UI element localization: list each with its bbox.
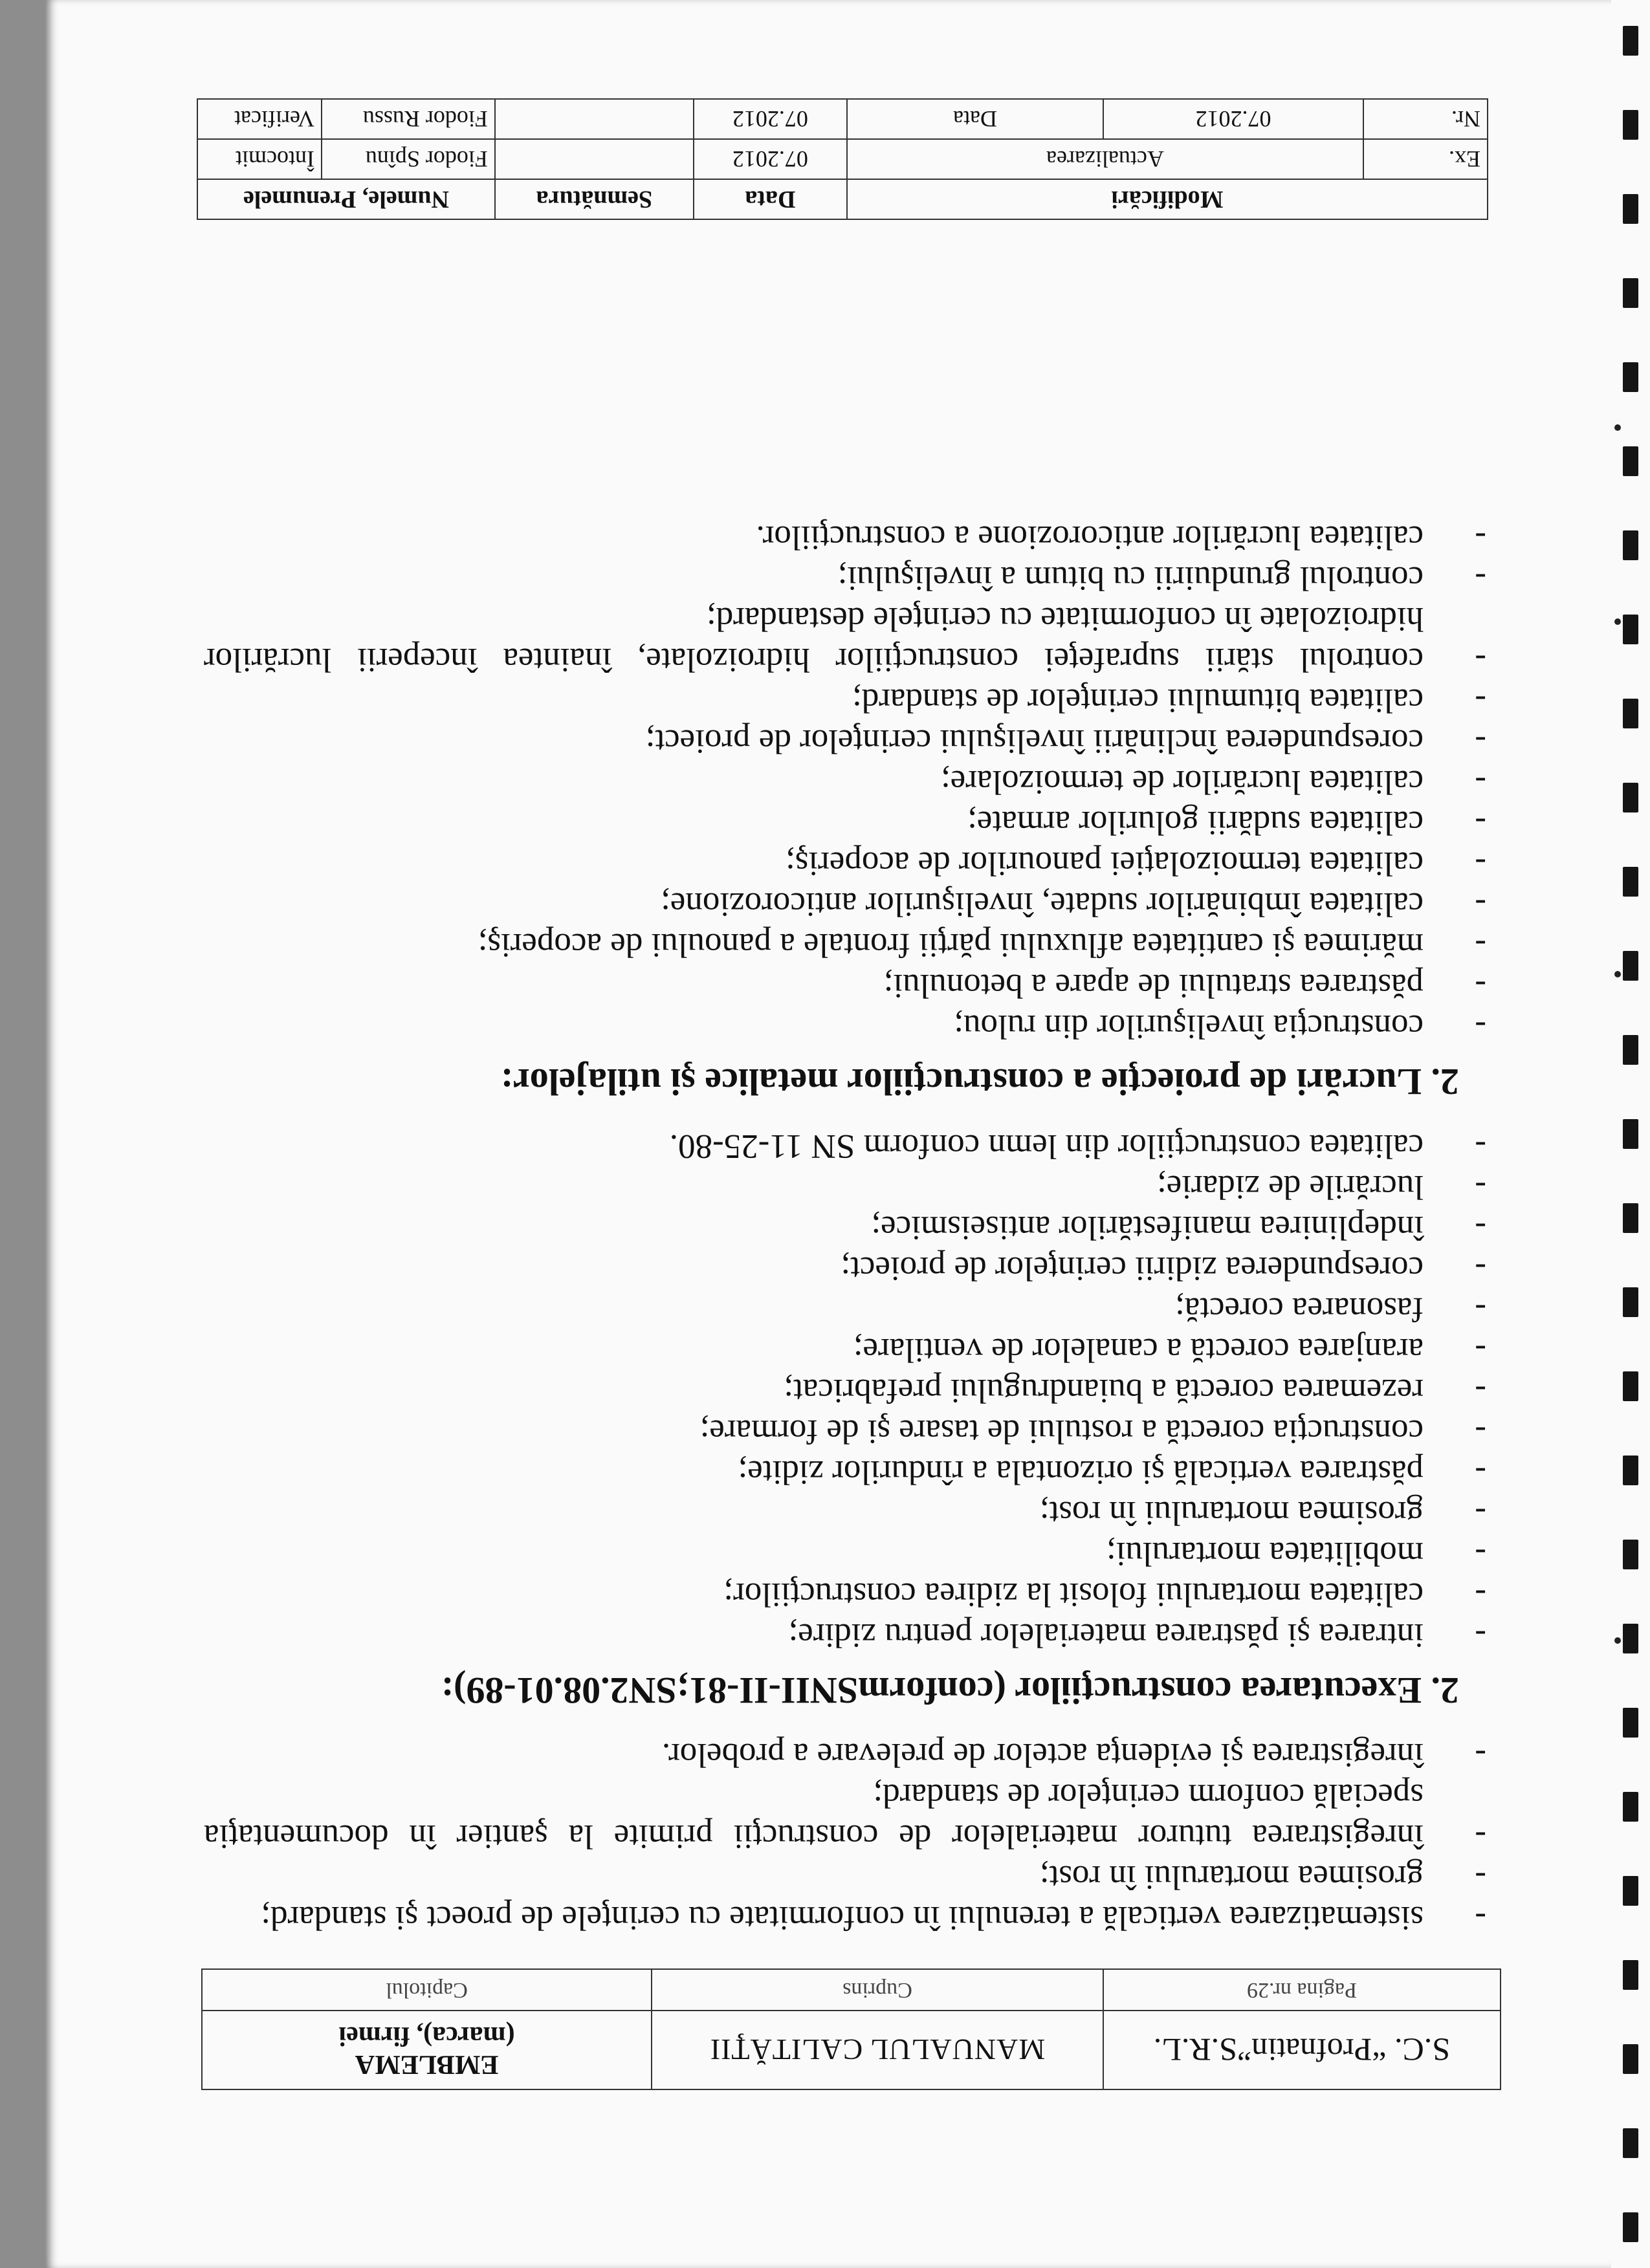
- col-modifications: Modificări: [847, 179, 1488, 219]
- list-item: - controlul stării suprafeţei construcţiilor hidroizolate, înaintea începerii lucrărilor hidroizolate în conformitate cu cerinţele destandard;: [204, 600, 1486, 679]
- col-signature: Semnătura: [495, 179, 694, 219]
- list-item: - rezemarea corectă a buiandrugului prefabricat;: [784, 1372, 1486, 1410]
- list-item: - mărimea şi cantitatea afluxului părţii frontale a panoului de acoperiş;: [478, 926, 1486, 964]
- section-heading: 2. Executarea construcţiilor (conformSNII-II-81;SN2.08.01-89):: [441, 1670, 1459, 1712]
- list-item: - calitatea mortarului folosit la zidirea construcţiilor;: [723, 1576, 1486, 1613]
- list-item: - înregistrarea tuturor materialelor de construcţii primite la şantier în documentaţia specială conform cerinţelor de standard;: [204, 1777, 1486, 1855]
- cell-date-value: 07.2012: [1103, 99, 1363, 139]
- list-item: - calitatea lucrărilor anticorozione a construcţiilor.: [756, 519, 1486, 556]
- cell-name: Fiodor Spînu: [322, 139, 495, 179]
- header-company: S.C. “Profnatin”S.R.L.: [1103, 2011, 1501, 2089]
- list-item: - calitatea sudării golurilor armate;: [967, 804, 1486, 842]
- cell-signature: [495, 139, 694, 179]
- list-item: - aranjarea corectă a canalelor de ventilare;: [853, 1331, 1486, 1369]
- list-item: - intrarea şi păstrarea materialelor pentru zidire;: [788, 1617, 1486, 1654]
- section2-list: [204, 517, 1498, 1047]
- section1-list: [204, 1126, 1498, 1655]
- margin-dot: [1614, 1637, 1621, 1644]
- cell-ex: Ex.: [1363, 139, 1488, 179]
- list-item: - calitatea lucrărilor de termoizolare;: [941, 763, 1486, 801]
- col-date: Data: [694, 179, 847, 219]
- header-page: Pagina nr.29: [1103, 1969, 1501, 2011]
- intro-list: [204, 1734, 1498, 1938]
- header-emblem: EMBLEMA (marca), firmei: [202, 2011, 652, 2089]
- margin-dot: [1614, 424, 1621, 431]
- cell-role: Verificat: [197, 99, 322, 139]
- margin-dot: [1614, 971, 1621, 977]
- cell-date-label: Data: [847, 99, 1103, 139]
- list-item: - calitatea îmbinărilor sudate, învelişurilor anticorozione;: [661, 886, 1486, 923]
- cell-role: Întocmit: [197, 139, 322, 179]
- section-heading: 2. Lucrări de proiecţie a construcţiilor metalice şi utilajelor:: [500, 1061, 1459, 1103]
- header-table: [201, 1968, 1501, 2090]
- cell-signature: [495, 99, 694, 139]
- cell-date: 07.2012: [694, 139, 847, 179]
- list-item: - grosimea mortarului în rost;: [1039, 1859, 1486, 1896]
- list-item: - fasonarea corectă;: [1175, 1291, 1486, 1328]
- list-item: - corespunderea înclinării învelişului cerinţelor de proiect;: [645, 723, 1486, 760]
- list-item: - sistematizarea verticală a terenului în conformitate cu cerinţele de proect şi standard;: [261, 1899, 1486, 1937]
- cell-update: Actualizarea: [847, 139, 1363, 179]
- header-chapter: Capitolul: [202, 1969, 652, 2011]
- list-item: - calitatea termoizolaţiei panourilor de acoperiş;: [786, 845, 1486, 882]
- header-manual-title: MANUALUL CALITĂŢII: [652, 2011, 1103, 2089]
- signature-table: [197, 98, 1488, 220]
- list-item: - îndeplinirea manifestărilor antiseismice;: [871, 1209, 1486, 1247]
- cell-date: 07.2012: [694, 99, 847, 139]
- header-contents: Cuprins: [652, 1969, 1103, 2011]
- margin-dot: [1614, 618, 1621, 625]
- list-item: - construcţia învelişurilor din rulou;: [954, 1008, 1486, 1045]
- list-item: - corespunderea zidirii cerinţelor de proiect;: [841, 1250, 1486, 1287]
- list-item: - construcţia corectă a rostului de tasare şi de formare;: [699, 1413, 1486, 1450]
- cell-name: Fiodor Russu: [322, 99, 495, 139]
- list-item: - mobilitatea mortarului;: [1106, 1535, 1486, 1573]
- cell-nr: Nr.: [1363, 99, 1488, 139]
- list-item: - păstrarea verticală şi orizontala a rîndurilor zidite;: [738, 1454, 1486, 1491]
- list-item: - grosimea mortarului în rost;: [1039, 1494, 1486, 1532]
- col-name: Numele, Prenumele: [197, 179, 495, 219]
- document-body: [204, 517, 1498, 1938]
- list-item: - calitatea construcţiilor din lemn conform SN 11-25-80.: [669, 1128, 1486, 1165]
- list-item: - păstrarea stratului de apare a betonului;: [883, 967, 1486, 1005]
- list-item: - lucrările de zidarie;: [1157, 1168, 1486, 1206]
- list-item: - calitatea bitumului cerinţelor de standard;: [852, 682, 1486, 719]
- list-item: - înregistrarea şi evidenţa actelor de prelevare a probelor.: [661, 1736, 1486, 1774]
- list-item: - controlul grunduirii cu bitum a învelişului;: [837, 560, 1486, 597]
